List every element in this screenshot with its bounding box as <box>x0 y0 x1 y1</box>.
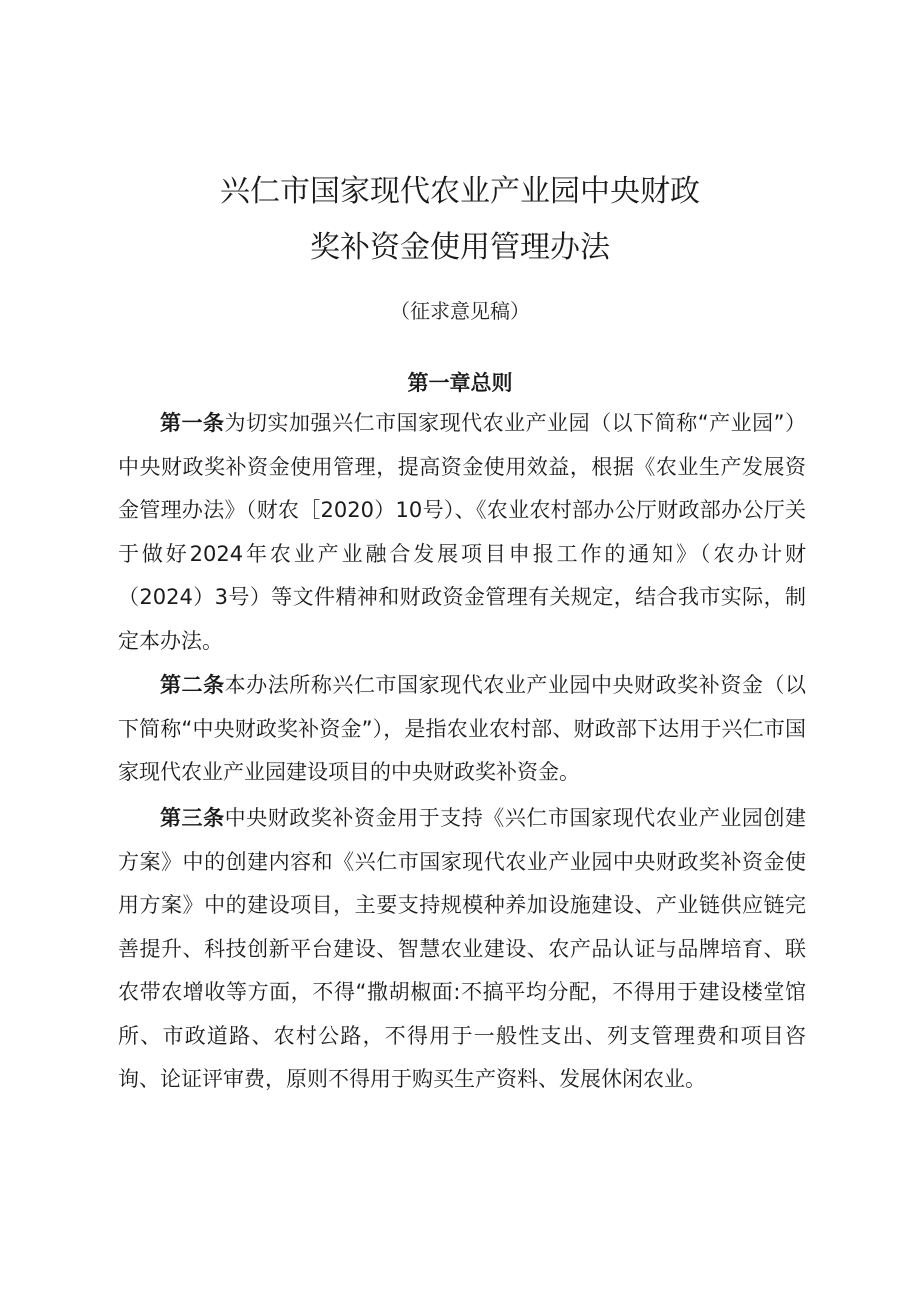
article-1 <box>118 402 806 663</box>
article-1-label: 第一条 <box>160 411 225 435</box>
article-3-text: 中央财政奖补资金用于支持《兴仁市国家现代农业产业园创建方案》中的创建内容和《兴仁市国家现代农业产业园中央财政奖补资金使用方案》中的建设项目，主要支持规模种养加设施建设、产业链供应链完善提升、科技创新平台建设、智慧农业建设、农产品认证与品牌培育、联农带农增收等方面，不得“撒胡椒面:不搞平均分配，不得用于建设楼堂馆所、市政道路、农村公路，不得用于一般性支出、列支管理费和项目咨询、论证评审费，原则不得用于购买生产资料、发展休闲农业。 <box>118 806 806 1091</box>
article-2 <box>118 664 806 795</box>
article-3 <box>118 797 806 1102</box>
chapter-heading: 第一章总则 <box>407 371 513 395</box>
article-3-label: 第三条 <box>160 806 225 830</box>
document-title-line-2: 奖补资金使用管理办法 <box>310 230 610 265</box>
article-2-label: 第二条 <box>160 673 225 697</box>
draft-notice: （征求意见稿） <box>390 299 530 323</box>
document-title-line-1: 兴仁市国家现代农业产业园中央财政 <box>220 174 700 209</box>
article-1-text: 为切实加强兴仁市国家现代农业产业园（以下简称“产业园”）中央财政奖补资金使用管理，提高资金使用效益，根据《农业生产发展资金管理办法》（财农［2020）10号）、《农业农村部办公厅财政部办公厅关于做好2024年农业产业融合发展项目申报工作的通知》（农办计财（2024）3号）等文件精神和财政资金管理有关规定，结合我市实际，制定本办法。 <box>118 411 806 653</box>
article-2-text: 本办法所称兴仁市国家现代农业产业园中央财政奖补资金（以下简称“中央财政奖补资金”），是指农业农村部、财政部下达用于兴仁市国家现代农业产业园建设项目的中央财政奖补资金。 <box>118 673 806 784</box>
